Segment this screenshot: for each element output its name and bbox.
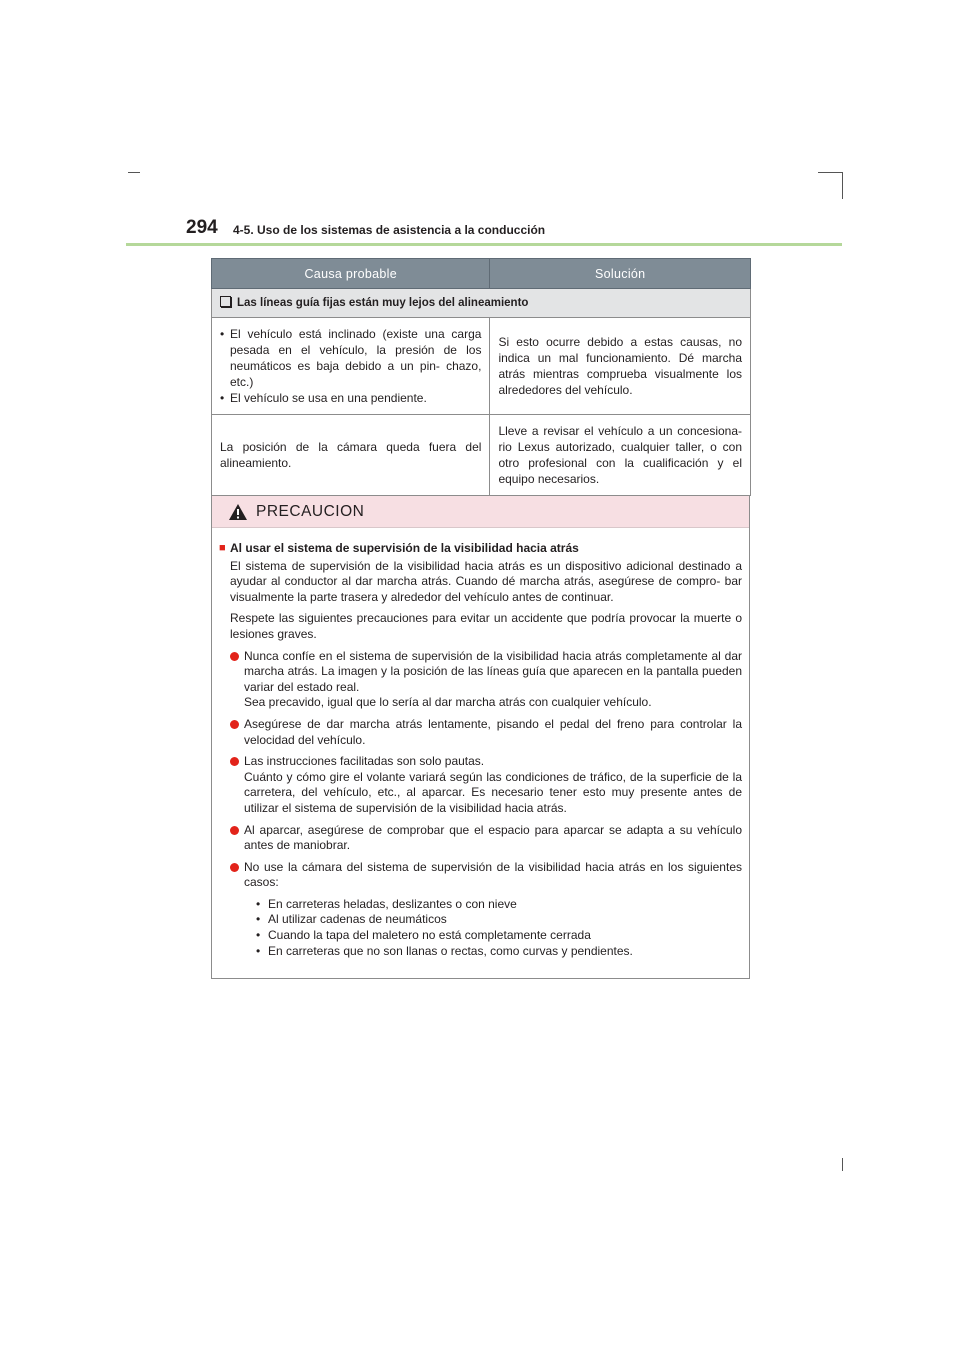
warning-triangle-icon xyxy=(228,503,248,521)
red-circle-bullet-icon xyxy=(230,757,239,766)
caution-item-text: Sea precavido, igual que lo sería al dar marcha atrás con cualquier vehículo. xyxy=(244,695,652,710)
red-square-icon: ■ xyxy=(219,542,226,554)
bullet-dot: • xyxy=(220,391,225,405)
caution-item-text: No use la cámara del sistema de supervisión de la visibilidad hacia atrás en los siguientes casos: xyxy=(244,859,742,890)
solution-cell: Si esto ocurre debido a estas causas, no indica un mal funcionamiento. Dé marcha atrás mientras comprueba visualmente los alrededores del vehículo. xyxy=(490,318,751,415)
bullet-dot: • xyxy=(256,912,261,927)
caution-item xyxy=(219,823,742,854)
list-item xyxy=(220,390,481,406)
solution-cell: Lleve a revisar el vehículo a un concesiona- rio Lexus autorizado, cualquier taller, o con otro profesional con la cualificación y el equipo necesarios. xyxy=(490,415,751,496)
list-item xyxy=(256,928,742,944)
caution-item-text: Nunca confíe en el sistema de supervisión de la visibilidad hacia atrás completamente al dar marcha atrás. La imagen y la posición de las líneas guía que aparecen en la pantalla pueden variar del estado real. xyxy=(244,648,742,694)
caution-item xyxy=(219,717,742,748)
bullet-dot: • xyxy=(256,928,261,943)
cause-cell xyxy=(212,318,490,415)
caution-sub-list xyxy=(219,897,742,959)
page-number: 294 xyxy=(186,217,218,238)
section-title: 4-5. Uso de los sistemas de asistencia a la conducción xyxy=(233,223,546,237)
sub-item-text: Al utilizar cadenas de neumáticos xyxy=(268,912,447,927)
table-row xyxy=(212,318,751,415)
caution-body xyxy=(212,528,749,959)
list-item xyxy=(256,944,742,960)
table-subheading-row xyxy=(212,289,751,318)
red-circle-bullet-icon xyxy=(230,863,239,872)
caution-paragraph: Respete las siguientes precauciones para evitar un accidente que podría provocar la muerte o lesiones graves. xyxy=(230,611,742,641)
red-circle-bullet-icon xyxy=(230,652,239,661)
sub-item-text: En carreteras que no son llanas o rectas, como curvas y pendientes. xyxy=(268,943,633,958)
caution-heading-text: Al usar el sistema de supervisión de la visibilidad hacia atrás xyxy=(230,541,579,555)
caution-item-text: Al aparcar, asegúrese de comprobar que el espacio para aparcar se adapta a su vehículo antes de maniobrar. xyxy=(244,822,742,853)
cause-text: El vehículo está inclinado (existe una carga pesada en el vehículo, la presión de los neumáticos es baja debido a un pin- chazo, etc.) xyxy=(230,327,482,389)
table-subheading xyxy=(212,289,751,318)
column-header-cause: Causa probable xyxy=(212,259,490,289)
header-rule xyxy=(126,243,842,246)
sub-item-text: Cuando la tapa del maletero no está completamente cerrada xyxy=(268,928,591,943)
list-item xyxy=(256,912,742,928)
table-subheading-text: Las líneas guía fijas están muy lejos del alineamiento xyxy=(237,297,529,309)
table-row xyxy=(212,415,751,496)
caution-paragraph: El sistema de supervisión de la visibilidad hacia atrás es un dispositivo adicional destinado a ayudar al conductor al dar marcha atrás. Cuando dé marcha atrás, asegúrese de compro- bar visualmente la parte trasera y alrededor del vehículo antes de continuar. xyxy=(230,558,742,604)
table-header-row xyxy=(212,259,751,289)
caution-item-text: Asegúrese de dar marcha atrás lentamente, pisando el pedal del freno para controlar la velocidad del vehículo. xyxy=(244,716,742,747)
cause-cell: La posición de la cámara queda fuera del alineamiento. xyxy=(212,415,490,496)
caution-title: PRECAUCION xyxy=(256,502,365,520)
list-item xyxy=(220,326,481,390)
bullet-dot: • xyxy=(256,943,261,958)
caution-box xyxy=(211,495,750,979)
list-item xyxy=(256,897,742,913)
red-circle-bullet-icon xyxy=(230,720,239,729)
caution-item xyxy=(219,649,742,711)
caution-item-text: Cuánto y cómo gire el volante variará según las condiciones de tráfico, de la superficie de la carretera, del vehículo, etc., al aparcar. Es necesario tener esto muy presente antes de utilizar el sistema de supervisión de la visibilidad hacia atrás. xyxy=(244,769,742,815)
crop-mark xyxy=(128,172,140,173)
caution-item xyxy=(219,860,742,891)
caution-item xyxy=(219,754,742,816)
cause-text: El vehículo se usa en una pendiente. xyxy=(230,391,427,405)
red-circle-bullet-icon xyxy=(230,826,239,835)
checkbox-icon xyxy=(220,296,231,307)
crop-mark xyxy=(818,172,842,173)
bullet-dot: • xyxy=(220,327,225,341)
bullet-dot: • xyxy=(256,896,261,911)
sub-item-text: En carreteras heladas, deslizantes o con nieve xyxy=(268,896,517,911)
crop-mark xyxy=(842,1158,843,1171)
crop-mark xyxy=(842,172,843,199)
caution-item-text: Las instrucciones facilitadas son solo pautas. xyxy=(244,754,485,769)
caution-heading xyxy=(219,541,742,557)
troubleshooting-table xyxy=(211,258,751,496)
caution-header xyxy=(212,496,749,528)
column-header-solution: Solución xyxy=(490,259,751,289)
